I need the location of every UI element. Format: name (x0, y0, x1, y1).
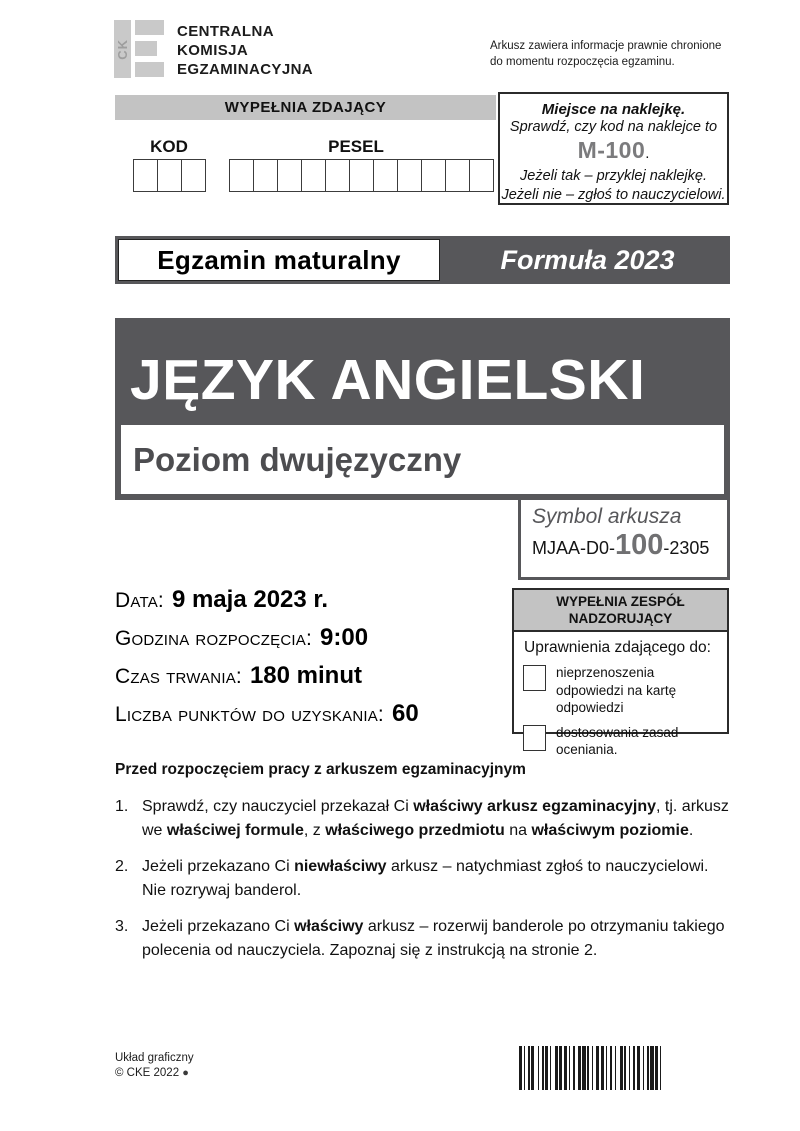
code-cell[interactable] (421, 159, 446, 192)
code-cell[interactable] (397, 159, 422, 192)
option-label: nieprzenoszenia odpowiedzi na kartę odpowiedzi (556, 665, 677, 715)
barcode (519, 1046, 720, 1090)
subject-box (115, 318, 730, 500)
cke-logo-vertical-bar (114, 20, 131, 78)
instructions-heading: Przed rozpoczęciem pracy z arkuszem egzaminacyjnym (115, 761, 526, 778)
org-name-line: KOMISJA (177, 42, 249, 59)
formula-badge: Formuła 2023 (500, 244, 675, 275)
code-cell[interactable] (301, 159, 326, 192)
level-title: Poziom dwujęzyczny (133, 440, 462, 478)
subject-title: JĘZYK ANGIELSKI (130, 348, 646, 412)
org-name-line: EGZAMINACYJNA (177, 61, 314, 78)
info-row-date: Data: 9 maja 2023 r. (115, 586, 329, 613)
option-checkbox[interactable] (523, 665, 546, 691)
code-cell[interactable] (253, 159, 278, 192)
code-cell[interactable] (229, 159, 254, 192)
sticker-line: Sprawdź, czy kod na naklejce to (509, 119, 718, 135)
sticker-box (498, 92, 729, 205)
sticker-code-line: M-100. (577, 137, 650, 163)
instructions (115, 761, 735, 975)
level-strip (121, 425, 724, 494)
info-row-duration: Czas trwania: 180 minut (115, 662, 362, 689)
code-cell[interactable] (445, 159, 470, 192)
code-cell[interactable] (349, 159, 374, 192)
cke-logo-icon (114, 18, 164, 80)
code-cell[interactable] (469, 159, 494, 192)
supervisor-intro: Uprawnienia zdającego do: (524, 639, 711, 656)
sheet-symbol-box (518, 497, 730, 580)
instruction-item: 2. Jeżeli przekazano Ci niewłaściwy arkusz – natychmiast zgłoś to nauczycielowi. Nie rozrywaj banderol. (115, 858, 709, 899)
code-cell[interactable] (133, 159, 158, 192)
cke-seal-icon: ● (182, 1067, 189, 1079)
cke-logo-e-icon (135, 20, 164, 78)
option-checkbox[interactable] (523, 725, 546, 751)
instruction-item: 3. Jeżeli przekazano Ci właściwy arkusz – rozerwij banderole po otrzymaniu takiego polecenia od nauczyciela. Zapoznaj się z instrukcją na stronie 2. (115, 918, 725, 959)
kod-label: KOD (150, 137, 188, 156)
code-cell[interactable] (157, 159, 182, 192)
exam-info (115, 586, 505, 738)
supervisor-option (523, 664, 719, 717)
sticker-line: Jeżeli nie – zgłoś to nauczycielowi. (501, 187, 726, 203)
org-name (177, 18, 313, 80)
sheet-symbol-code: MJAA-D0-100-2305 (532, 529, 710, 561)
exam-type-label: Egzamin maturalny (118, 239, 440, 281)
info-row-max-points: Liczba punktów do uzyskania: 60 (115, 700, 419, 727)
code-cell[interactable] (373, 159, 398, 192)
code-cell[interactable] (181, 159, 206, 192)
candidate-section-title: WYPEŁNIA ZDAJĄCY (115, 95, 496, 120)
sticker-title: Miejsce na naklejkę. (541, 101, 686, 118)
kod-cells (133, 159, 205, 192)
supervisor-box-title: WYPEŁNIA ZESPÓŁ NADZORUJĄCY (514, 590, 727, 632)
sticker-code: M-100 (577, 137, 646, 163)
exam-bar (115, 236, 730, 284)
info-row-start-time: Godzina rozpoczęcia: 9:00 (115, 624, 369, 651)
pesel-label: PESEL (328, 137, 384, 156)
cke-logo-acronym: CK (115, 38, 130, 60)
footer-credit: Układ graficzny © CKE 2022 ● (115, 1052, 194, 1079)
option-label: dostosowania zasad oceniania. (556, 724, 679, 757)
code-cell[interactable] (325, 159, 350, 192)
header (114, 18, 313, 80)
org-name-line: CENTRALNA (177, 23, 274, 40)
pesel-cells (229, 159, 493, 192)
supervisor-option (523, 724, 719, 759)
supervisor-box (512, 588, 729, 757)
legal-notice: Arkusz zawiera informacje prawnie chronione do momentu rozpoczęcia egzaminu. (490, 40, 722, 68)
instruction-item: 1. Sprawdź, czy nauczyciel przekazał Ci właściwy arkusz egzaminacyjny, tj. arkusz we właściwej formule, z właściwego przedmiotu na właściwym poziomie. (115, 798, 729, 839)
sheet-symbol-label: Symbol arkusza (532, 505, 682, 528)
sticker-line: Jeżeli tak – przyklej naklejkę. (520, 168, 707, 184)
code-cell[interactable] (277, 159, 302, 192)
